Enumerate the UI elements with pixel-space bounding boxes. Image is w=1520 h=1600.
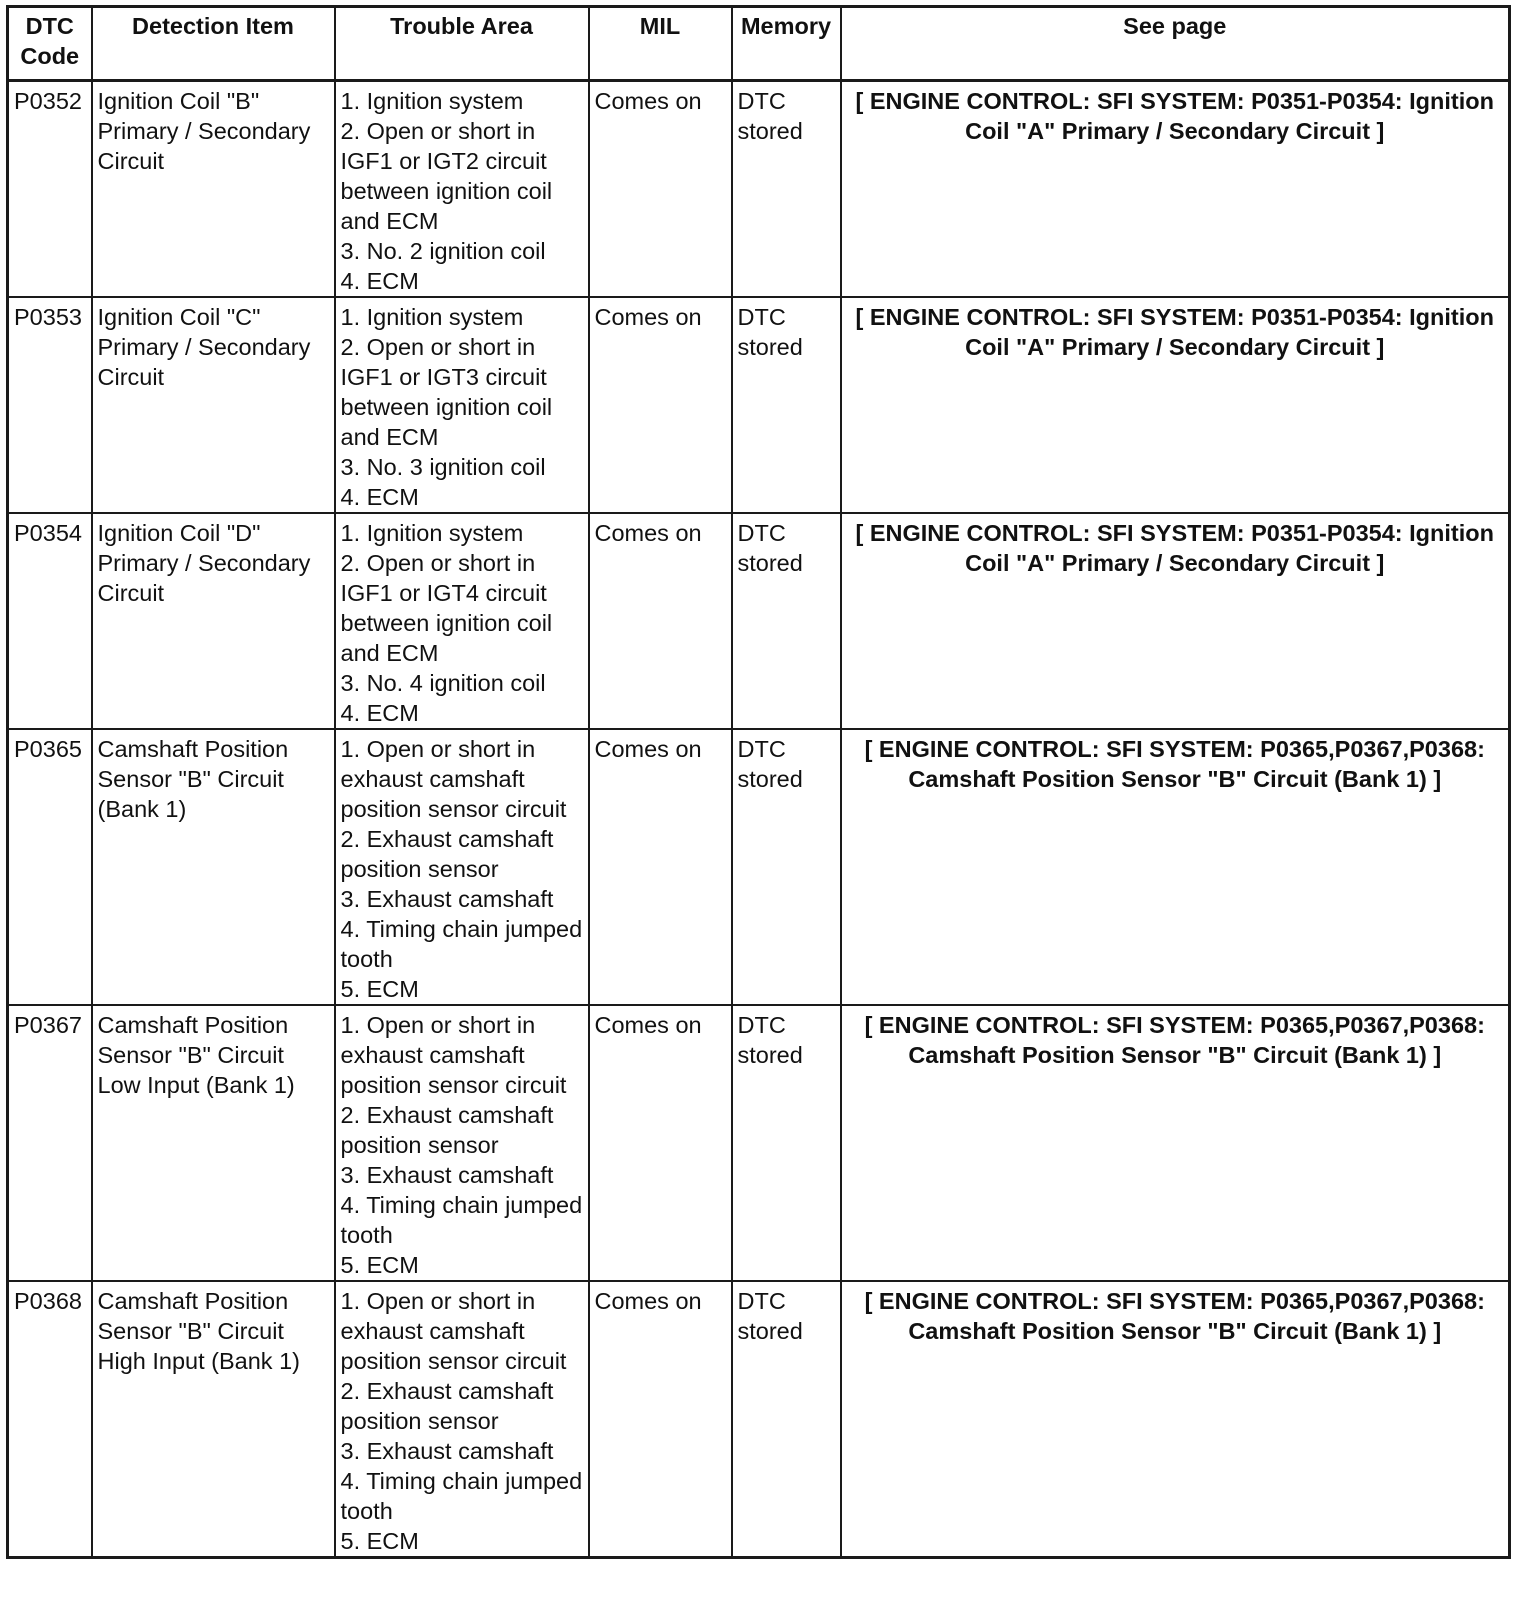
table-row — [8, 81, 1510, 298]
table-row — [8, 1005, 1510, 1281]
memory-cell: DTC stored — [732, 1005, 841, 1281]
trouble-area-line: 2. Exhaust camshaft position sensor — [340, 1102, 554, 1158]
header-dtc-code: DTC Code — [8, 7, 92, 81]
trouble-area-line: 1. Open or short in exhaust camshaft position sensor circuit — [340, 1288, 567, 1374]
header-row — [8, 7, 1510, 81]
table-body — [8, 81, 1510, 1558]
trouble-area-line: 2. Exhaust camshaft position sensor — [340, 1378, 554, 1434]
trouble-area-line: 4. ECM — [340, 268, 419, 294]
table-row — [8, 297, 1510, 513]
see-page-link[interactable]: [ ENGINE CONTROL: SFI SYSTEM: P0351-P0354: Ignition Coil "A" Primary / Secondary Circuit ] — [841, 513, 1510, 729]
table-row — [8, 513, 1510, 729]
detection-item-cell: Camshaft Position Sensor "B" Circuit (Bank 1) — [92, 729, 335, 1005]
mil-cell: Comes on — [589, 1281, 732, 1558]
dtc-code-cell: P0353 — [8, 297, 92, 513]
mil-cell: Comes on — [589, 297, 732, 513]
header-mil: MIL — [589, 7, 732, 81]
trouble-area-line: 5. ECM — [340, 1252, 419, 1278]
trouble-area-line: 3. No. 3 ignition coil — [340, 454, 546, 480]
dtc-code-cell: P0365 — [8, 729, 92, 1005]
see-page-link[interactable]: [ ENGINE CONTROL: SFI SYSTEM: P0365,P0367,P0368: Camshaft Position Sensor "B" Circuit (Bank 1) ] — [841, 729, 1510, 1005]
trouble-area-cell — [335, 1281, 589, 1558]
mil-cell: Comes on — [589, 729, 732, 1005]
trouble-area-line: 2. Open or short in IGF1 or IGT3 circuit between ignition coil and ECM — [340, 334, 553, 450]
dtc-table — [6, 5, 1511, 1559]
memory-cell: DTC stored — [732, 297, 841, 513]
see-page-link[interactable]: [ ENGINE CONTROL: SFI SYSTEM: P0365,P0367,P0368: Camshaft Position Sensor "B" Circuit (Bank 1) ] — [841, 1281, 1510, 1558]
dtc-code-cell: P0367 — [8, 1005, 92, 1281]
header-trouble-area: Trouble Area — [335, 7, 589, 81]
trouble-area-line: 3. No. 4 ignition coil — [340, 670, 546, 696]
table-row — [8, 729, 1510, 1005]
header-detection-item: Detection Item — [92, 7, 335, 81]
detection-item-cell: Ignition Coil "C" Primary / Secondary Circuit — [92, 297, 335, 513]
trouble-area-line: 4. Timing chain jumped tooth — [340, 1468, 583, 1524]
trouble-area-cell — [335, 81, 589, 298]
memory-cell: DTC stored — [732, 729, 841, 1005]
detection-item-cell: Ignition Coil "D" Primary / Secondary Circuit — [92, 513, 335, 729]
trouble-area-line: 1. Open or short in exhaust camshaft position sensor circuit — [340, 1012, 567, 1098]
mil-cell: Comes on — [589, 81, 732, 298]
trouble-area-line: 5. ECM — [340, 1528, 419, 1554]
trouble-area-line: 3. Exhaust camshaft — [340, 886, 554, 912]
dtc-code-cell: P0354 — [8, 513, 92, 729]
trouble-area-line: 1. Ignition system — [340, 88, 524, 114]
trouble-area-line: 1. Open or short in exhaust camshaft position sensor circuit — [340, 736, 567, 822]
detection-item-cell: Ignition Coil "B" Primary / Secondary Circuit — [92, 81, 335, 298]
trouble-area-line: 1. Ignition system — [340, 304, 524, 330]
trouble-area-line: 5. ECM — [340, 976, 419, 1002]
memory-cell: DTC stored — [732, 81, 841, 298]
trouble-area-line: 1. Ignition system — [340, 520, 524, 546]
trouble-area-cell — [335, 297, 589, 513]
see-page-link[interactable]: [ ENGINE CONTROL: SFI SYSTEM: P0351-P0354: Ignition Coil "A" Primary / Secondary Circuit ] — [841, 297, 1510, 513]
trouble-area-cell — [335, 513, 589, 729]
dtc-code-cell: P0352 — [8, 81, 92, 298]
trouble-area-line: 3. Exhaust camshaft — [340, 1438, 554, 1464]
trouble-area-line: 4. ECM — [340, 484, 419, 510]
trouble-area-line: 3. Exhaust camshaft — [340, 1162, 554, 1188]
trouble-area-cell — [335, 1005, 589, 1281]
trouble-area-cell — [335, 729, 589, 1005]
mil-cell: Comes on — [589, 1005, 732, 1281]
header-see-page: See page — [841, 7, 1510, 81]
memory-cell: DTC stored — [732, 513, 841, 729]
trouble-area-line: 4. Timing chain jumped tooth — [340, 1192, 583, 1248]
header-memory: Memory — [732, 7, 841, 81]
detection-item-cell: Camshaft Position Sensor "B" Circuit High Input (Bank 1) — [92, 1281, 335, 1558]
trouble-area-line: 2. Open or short in IGF1 or IGT2 circuit between ignition coil and ECM — [340, 118, 553, 234]
trouble-area-line: 4. ECM — [340, 700, 419, 726]
table-row — [8, 1281, 1510, 1558]
detection-item-cell: Camshaft Position Sensor "B" Circuit Low Input (Bank 1) — [92, 1005, 335, 1281]
table-header — [8, 7, 1510, 81]
dtc-code-cell: P0368 — [8, 1281, 92, 1558]
see-page-link[interactable]: [ ENGINE CONTROL: SFI SYSTEM: P0351-P0354: Ignition Coil "A" Primary / Secondary Circuit ] — [841, 81, 1510, 298]
see-page-link[interactable]: [ ENGINE CONTROL: SFI SYSTEM: P0365,P0367,P0368: Camshaft Position Sensor "B" Circuit (Bank 1) ] — [841, 1005, 1510, 1281]
trouble-area-line: 2. Exhaust camshaft position sensor — [340, 826, 554, 882]
trouble-area-line: 2. Open or short in IGF1 or IGT4 circuit between ignition coil and ECM — [340, 550, 553, 666]
trouble-area-line: 3. No. 2 ignition coil — [340, 238, 546, 264]
memory-cell: DTC stored — [732, 1281, 841, 1558]
trouble-area-line: 4. Timing chain jumped tooth — [340, 916, 583, 972]
mil-cell: Comes on — [589, 513, 732, 729]
